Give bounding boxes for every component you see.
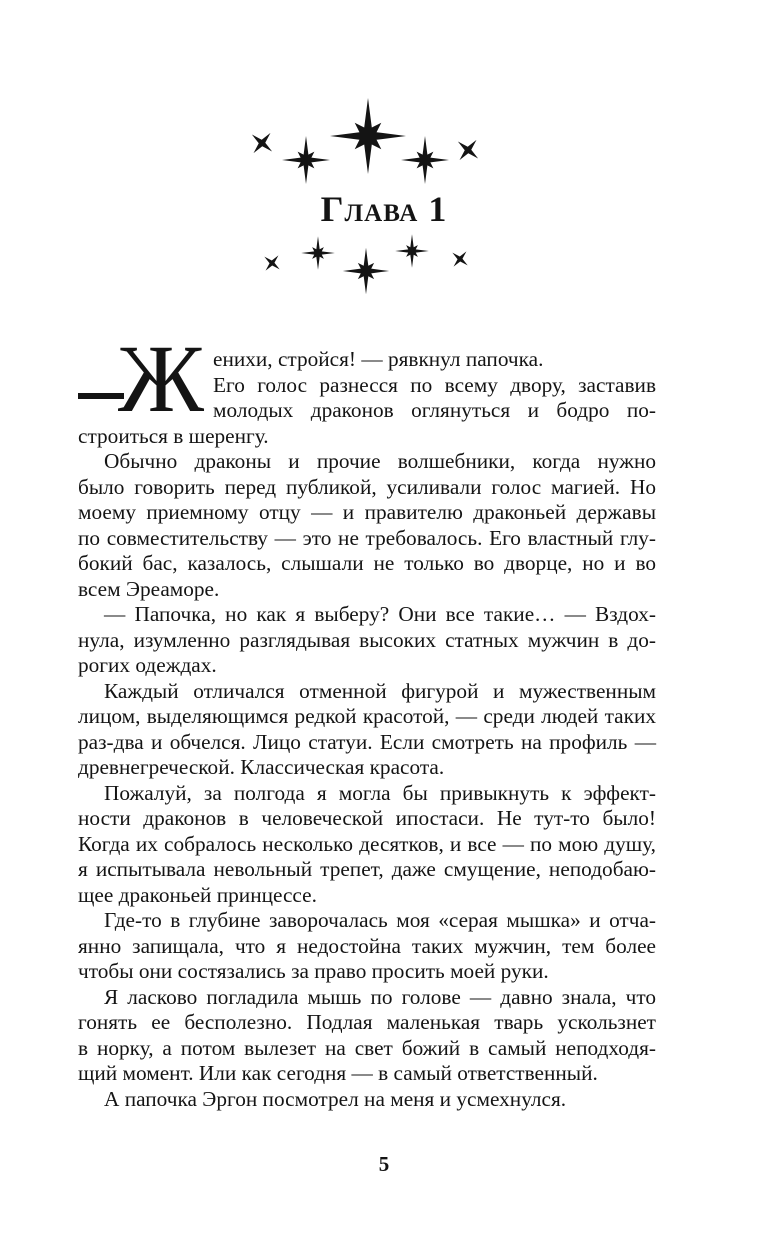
- eight-point-star-icon: [330, 98, 406, 174]
- chapter-body: [78, 325, 656, 1112]
- text-line: Я ласково погладила мышь по голове — давно знала, что: [104, 984, 656, 1009]
- four-point-star-icon: [449, 131, 486, 168]
- text-line: щий момент. Или как сегодня — в самый ответственный.: [78, 1061, 598, 1085]
- eight-point-star-icon: [401, 136, 449, 184]
- paragraph: [78, 602, 656, 679]
- eight-point-star-icon: [301, 236, 335, 270]
- paragraph: [78, 449, 656, 602]
- text-line: нула, изумленно разглядывая высоких статных мужчин в до-: [78, 627, 656, 652]
- text-line: Где-то в глубине заворочалась моя «серая мышка» и отча-: [104, 908, 656, 932]
- text-line: енихи, стройся! — рявкнул папочка.: [213, 347, 544, 371]
- text-line: моему приемному отцу — и правителю драконьей державы: [78, 500, 656, 524]
- eight-point-star-icon: [343, 248, 389, 294]
- text-line: Обычно драконы и прочие волшебники, когда нужно: [104, 449, 656, 473]
- text-line: рогих одеждах.: [78, 653, 217, 677]
- text-line: Пожалуй, за полгода я могла бы привыкнуть к эффект-: [104, 780, 656, 805]
- text-line: всем Эреаморе.: [78, 576, 220, 601]
- four-point-star-icon: [258, 249, 286, 277]
- page-number: 5: [378, 1152, 390, 1176]
- four-point-star-icon: [243, 124, 280, 161]
- chapter-ornament: [0, 0, 768, 320]
- paragraph: [78, 1087, 656, 1113]
- paragraph: [78, 908, 656, 985]
- paragraph: [78, 679, 656, 781]
- text-line: молодых драконов оглянуться и бодро по-: [213, 398, 656, 422]
- text-line: А папочка Эргон посмотрел на меня и усмехнулся.: [104, 1086, 567, 1111]
- text-line: бокий бас, казалось, слышали не только во дворце, но и во: [78, 551, 656, 575]
- text-line: строиться в шеренгу.: [78, 423, 269, 448]
- text-line: щее драконьей принцессе.: [78, 882, 317, 907]
- text-line: ности драконов в человеческой ипостаси. Не тут-то было!: [78, 806, 656, 830]
- first-paragraph: [78, 325, 656, 449]
- text-line: янно запищала, что я недостойна таких мужчин, тем более: [78, 933, 656, 958]
- text-line: Когда их собралось несколько десятков, и все — по мою душу,: [78, 831, 656, 856]
- four-point-star-icon: [446, 245, 474, 273]
- eight-point-star-icon: [282, 136, 330, 184]
- text-line: — Папочка, но как я выберу? Они все такие… — Вздох-: [104, 602, 656, 626]
- text-line: чтобы они состязались за право просить моей руки.: [78, 959, 549, 983]
- text-line: гонять ее бесполезно. Подлая маленькая тварь ускользнет: [78, 1010, 656, 1034]
- text-line: я испытывала невольный трепет, даже смущение, неподобаю-: [78, 857, 656, 881]
- text-line: было говорить перед публикой, усиливали голос магией. Но: [78, 474, 656, 499]
- text-line: Его голос разнесся по всему двору, заставив: [213, 372, 656, 397]
- text-line: лицом, выделяющимся редкой красотой, — среди людей таких: [78, 704, 656, 728]
- paragraph: [78, 781, 656, 909]
- text-line: в норку, а потом вылезет на свет божий в самый неподходя-: [78, 1035, 656, 1060]
- eight-point-star-icon: [395, 234, 429, 268]
- chapter-title: Глава 1: [320, 189, 448, 229]
- paragraph: [78, 985, 656, 1087]
- drop-cap: Ж: [118, 325, 205, 432]
- text-line: раз-два и обчелся. Лицо статуи. Если смотреть на профиль —: [78, 729, 656, 754]
- text-line: по совместительству — это не требовалось. Его властный глу-: [78, 525, 656, 550]
- text-line: Каждый отличался отменной фигурой и мужественным: [104, 678, 656, 703]
- text-line: древнегреческой. Классическая красота.: [78, 755, 445, 779]
